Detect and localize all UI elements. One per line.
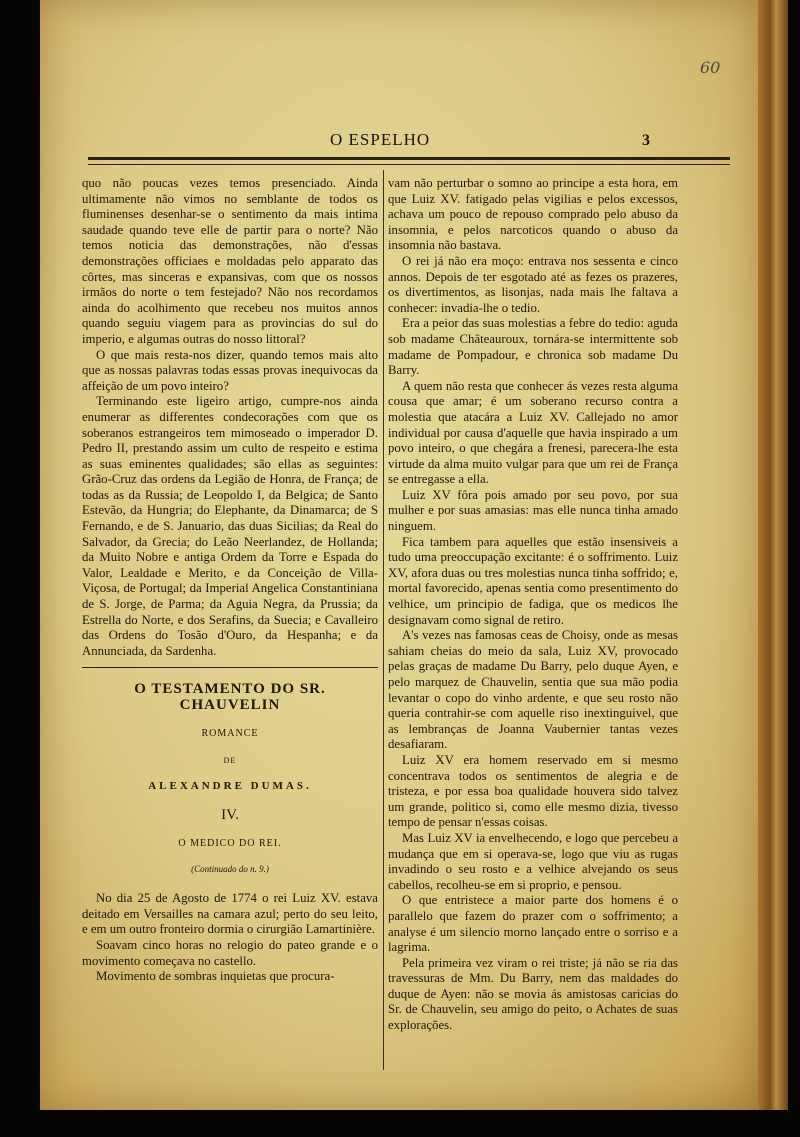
story-paragraph: Pela primeira vez viram o rei triste; já não se ria das travessuras de Mm. Du Barry, nem das maldades do duque de Ayen: não se movia ás amistosas caricias do Sr. de Chauvelin, seu amigo do peito, o Achates de suas explorações. bbox=[388, 955, 678, 1033]
right-column bbox=[388, 176, 678, 1034]
story-paragraph: A's vezes nas famosas ceas de Choisy, onde as mesas sahiam cheias do meio da sala, Luiz XV, provocado pelas graças de madame Du Barry, pelo duque Ayen, e pelo marquez de Chauvelin, sentia que sua mão podia levantar o copo do vinho ardente, e que seu rosto não queria contrahir-se com aquelle riso inextinguivel, que as lembranças de Joanna Vaubernier tantas vezes desafiaram. bbox=[388, 628, 678, 752]
running-head: O ESPELHO bbox=[330, 130, 431, 149]
left-column bbox=[82, 176, 378, 985]
page-edge-binding bbox=[758, 0, 788, 1110]
story-paragraph: Era a peior das suas molestias a febre do tedio: aguda sob madame Châteauroux, tornára-se intermittente sob madame de Pompadour, e chronica sob madame Du Barry. bbox=[388, 316, 678, 378]
header-rule bbox=[88, 157, 730, 165]
story-paragraph: Fica tambem para aquelles que estão insensiveis a tudo uma preoccupação excitante: é o soffrimento. Luiz XV, afora duas ou tres molestias nunca tinha soffrido; e, mortal favorecido, apenas sentia como presentimento do velhice, um principio de fadiga, que os medicos lhe designavam como signal de retiro. bbox=[388, 534, 678, 627]
story-paragraph: No dia 25 de Agosto de 1774 o rei Luiz XV. estava deitado em Versailles na camara azul; perto do seu leito, e em um outro fronteiro dormia o cirurgião Lamartinière. bbox=[82, 891, 378, 937]
chapter-title: O MEDICO DO REI. bbox=[178, 837, 282, 849]
column-rule bbox=[383, 170, 384, 1070]
story-genre: ROMANCE bbox=[201, 727, 259, 739]
story-author: ALEXANDRE DUMAS. bbox=[148, 779, 312, 792]
handwritten-folio: 60 bbox=[700, 58, 721, 77]
story-paragraph: O rei já não era moço: entrava nos sessenta e cinco annos. Depois de ter esgotado até as fezes os prazeres, os divertimentos, as lisonjas, nada mais lhe faltava a conhecer: invadia-lhe o tedio. bbox=[388, 253, 678, 315]
story-paragraph: A quem não resta que conhecer ás vezes resta alguma cousa que amar; é um soberano recurso contra a molestia que atacára a Luiz XV. Callejado no amor individual por causa d'aquelle que havia inspirado a um povo inteiro, o que chegára a frenesi, parecera-lhe esta virtude da alma muito vulgar para que um rei de França se entregasse a ella. bbox=[388, 378, 678, 487]
story-paragraph: Luiz XV fôra pois amado por seu povo, por sua mulher e por suas amasias: mas elle nunca tinha amado ninguem. bbox=[388, 487, 678, 534]
story-paragraph: Soavam cinco horas no relogio do pateo grande e o movimento começava no castello. bbox=[82, 937, 378, 968]
page-number: 3 bbox=[642, 132, 650, 149]
section-rule bbox=[82, 667, 378, 668]
story-paragraph: O que entristece a maior parte dos homens é o parallelo que fazem do prazer com o soffrimento; a analyse é um silencio morno lançado entre o sorriso e a lagrima. bbox=[388, 893, 678, 955]
story-byline-prefix: DE bbox=[223, 756, 237, 766]
story-title: O TESTAMENTO DO SR. CHAUVELIN bbox=[134, 681, 326, 713]
story-paragraph: Mas Luiz XV ia envelhecendo, e logo que percebeu a mudança que em si operava-se, logo que viu as rugas invadindo o seu rosto e a velhice alvejando os seus cabellos, recolheu-se em si proprio, e pensou. bbox=[388, 830, 678, 892]
chapter-number: IV. bbox=[221, 807, 239, 824]
story-paragraph: Movimento de sombras inquietas que procura- bbox=[96, 969, 335, 984]
article-paragraph: quo não poucas vezes temos presenciado. Ainda ultimamente não vimos no semblante de todos os fluminenses desenhar-se o sentimento da mais intima saudade quando teve elle de partir para o norte? Não temos noticia das demonstrações, não d'essas demonstrações officiaes e moldadas pelo apparato das côrtes, mas sinceras e expansivas, com que os nossos irmãos do norte o tem festejado? Não nos recordamos ainda do acolhimento que recebeu nos muitos annos quando seguiu viagem para as provincias do sul do imperio, e algumas outras do nosso littoral? bbox=[82, 176, 378, 346]
story-paragraph: vam não perturbar o somno ao principe a esta hora, em que Luiz XV. fatigado pelas vigilias e pelos excessos, achava um pouco de repouso comprado pelo abuso da insomnia, e pelos narcoticos quando o abuso da insomnia não bastava. bbox=[388, 176, 678, 253]
story-paragraph: Luiz XV era homem reservado em si mesmo concentrava todos os sentimentos de alegria e de tristeza, e por essa boa qualidade houvera sido talvez um grande, politico si, como elle mesmo dizia, tivesso tempo de pensar n'essas coisas. bbox=[388, 752, 678, 830]
article-paragraph: Terminando este ligeiro artigo, cumpre-nos ainda enumerar as differentes condecorações com que os soberanos estrangeiros tem mimoseado o imperador D. Pedro II, prestando assim um culto de respeito e estima as suas eminentes qualidades; são ellas as seguintes: Grão-Cruz das ordens da Legião de Honra, de França; de todas as da Russia; de Leopoldo I, da Belgica; de Santo Estevão, da Hungria; do Elephante, da Dinamarca; de S Fernando, e de S. Januario, das duas Sicilias; da Real do Salvador, da Grecia; do Leão Neerlandez, de Hollanda; da Muito Nobre e antiga Ordem da Torre e Espada do Valor, Lealdade e Merito, e da Conceição de Villa-Viçosa, de Portugal; da Imperial Angelica Constantiniana de S. Jorge, de Parma; da Aguia Negra, da Prussia; da Estrella do Norte, e dos Serafins, da Suecia; e Cavalleiro das Ordens do Tosão d'Ouro, da Hespanha; e da Annunciada, da Sardenha. bbox=[82, 394, 378, 658]
continued-note: (Continuado do n. 9.) bbox=[191, 863, 269, 874]
article-paragraph: O que mais resta-nos dizer, quando temos mais alto que as nossas palavras todas essas provas inequivocas da affeição de um povo inteiro? bbox=[82, 347, 378, 393]
